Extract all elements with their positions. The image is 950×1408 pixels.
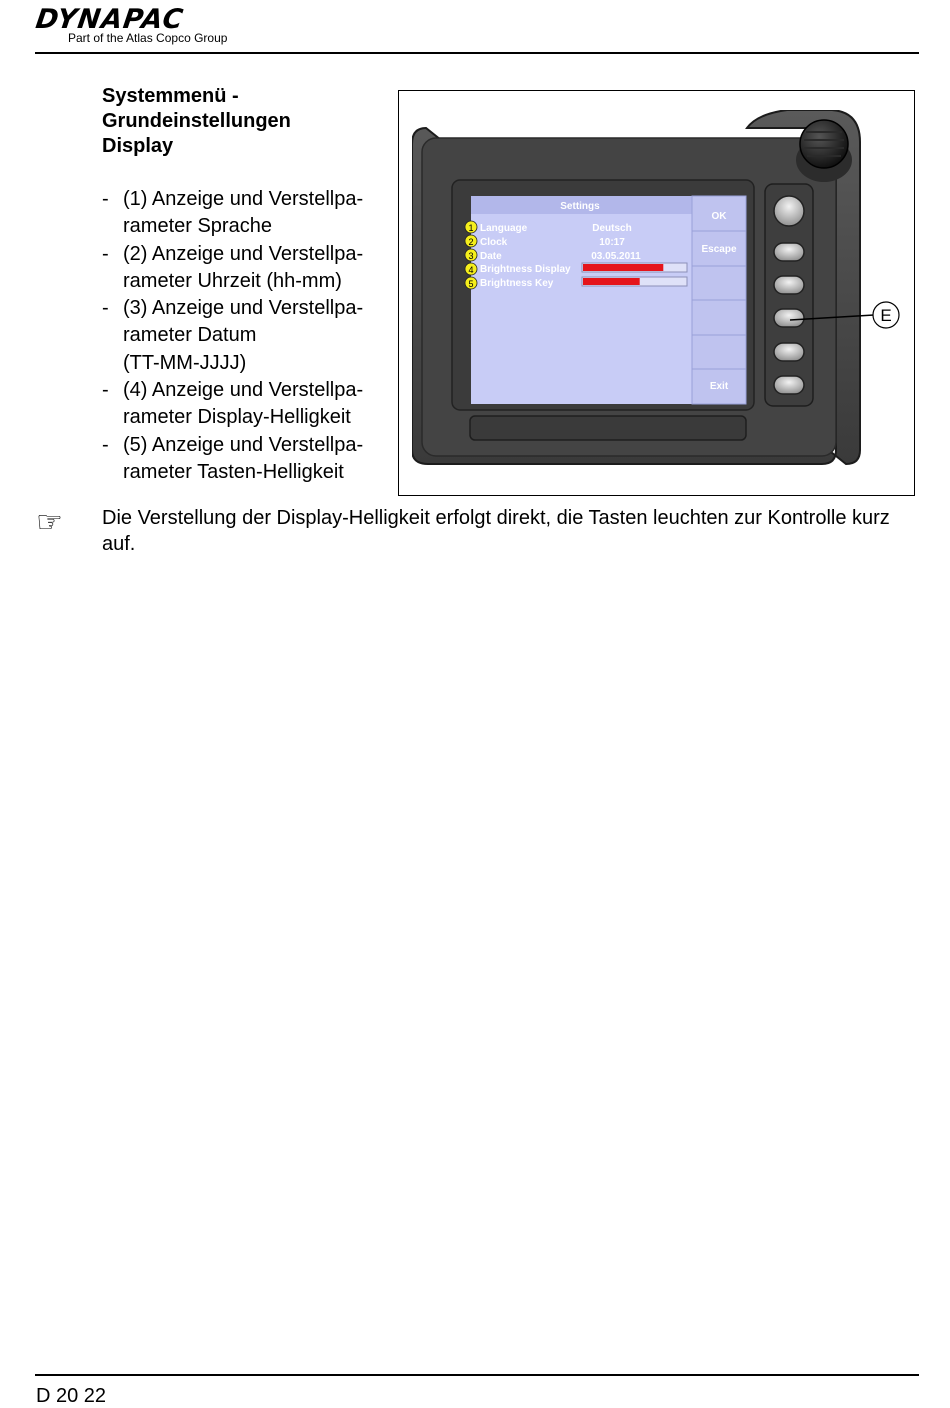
brightness-display-slider[interactable] xyxy=(582,263,687,272)
heading-line: Display xyxy=(102,135,174,157)
heading-line: Systemmenü - xyxy=(102,85,239,107)
row-value-date: 03.05.2011 xyxy=(591,251,641,262)
list-item-line: - (4) Anzeige und Verstellpa- xyxy=(123,379,364,402)
row-value-clock: 10:17 xyxy=(599,237,625,248)
row-number: 4 xyxy=(468,265,474,275)
hardware-button[interactable] xyxy=(774,343,804,361)
row-label-brightness-key[interactable]: Brightness Key xyxy=(480,278,554,289)
hardware-button[interactable] xyxy=(774,243,804,261)
list-item xyxy=(102,432,402,487)
row-number: 3 xyxy=(468,251,474,261)
softkey-exit[interactable]: Exit xyxy=(709,381,729,392)
row-value-language: Deutsch xyxy=(592,223,632,234)
row-number: 1 xyxy=(468,223,474,233)
list-item xyxy=(102,377,402,432)
list-item-line: rameter Tasten-Helligkeit xyxy=(123,460,344,483)
header-divider xyxy=(35,52,919,54)
list-item-line: (TT-MM-JJJJ) xyxy=(123,351,247,374)
list-item xyxy=(102,295,402,377)
hardware-button-round[interactable] xyxy=(774,196,804,226)
list-item-line: - (5) Anzeige und Verstellpa- xyxy=(123,433,364,456)
brightness-display-fill xyxy=(583,264,663,271)
brand-tagline: Part of the Atlas Copco Group xyxy=(68,31,228,45)
note-text: Die Verstellung der Display-Helligkeit erfolgt direkt, die Tasten leuchten zur Kontrolle kurz auf. xyxy=(102,507,890,555)
parameter-list xyxy=(102,186,402,486)
row-label-language[interactable]: Language xyxy=(480,223,528,234)
list-item-line: rameter Sprache xyxy=(123,215,272,238)
row-label-brightness-display[interactable]: Brightness Display xyxy=(480,264,571,275)
control-panel-illustration xyxy=(412,110,902,470)
section-heading xyxy=(102,84,392,159)
rotary-knob[interactable] xyxy=(796,120,852,182)
softkey-ok[interactable]: OK xyxy=(711,211,727,222)
list-item xyxy=(102,241,402,296)
list-item-line: rameter Display-Helligkeit xyxy=(123,406,351,429)
list-item-line: - (1) Anzeige und Verstellpa- xyxy=(123,188,364,210)
list-item-line: - (2) Anzeige und Verstellpa- xyxy=(123,242,364,265)
callout-label: E xyxy=(880,306,892,325)
brand-logo: DYNAPAC xyxy=(33,4,186,35)
row-number: 5 xyxy=(468,279,474,289)
list-item-line: rameter Uhrzeit (hh-mm) xyxy=(123,269,342,292)
brightness-key-fill xyxy=(583,278,640,285)
list-item-line: - (3) Anzeige und Verstellpa- xyxy=(123,297,364,320)
softkey-escape[interactable]: Escape xyxy=(701,244,737,255)
row-number: 2 xyxy=(468,237,474,247)
brightness-key-slider[interactable] xyxy=(582,277,687,286)
heading-line: Grundeinstellungen xyxy=(102,110,291,132)
hardware-button[interactable] xyxy=(774,276,804,294)
hardware-button[interactable] xyxy=(774,376,804,394)
screen-title: Settings xyxy=(560,201,600,212)
row-label-date[interactable]: Date xyxy=(480,251,502,262)
list-item xyxy=(102,186,402,241)
hardware-button-e[interactable] xyxy=(774,309,804,327)
pointing-hand-icon: ☞ xyxy=(36,506,63,539)
list-item-line: rameter Datum xyxy=(123,324,257,347)
row-label-clock[interactable]: Clock xyxy=(480,237,508,248)
footer-divider xyxy=(35,1374,919,1376)
page-code: D 20 22 xyxy=(36,1385,107,1407)
